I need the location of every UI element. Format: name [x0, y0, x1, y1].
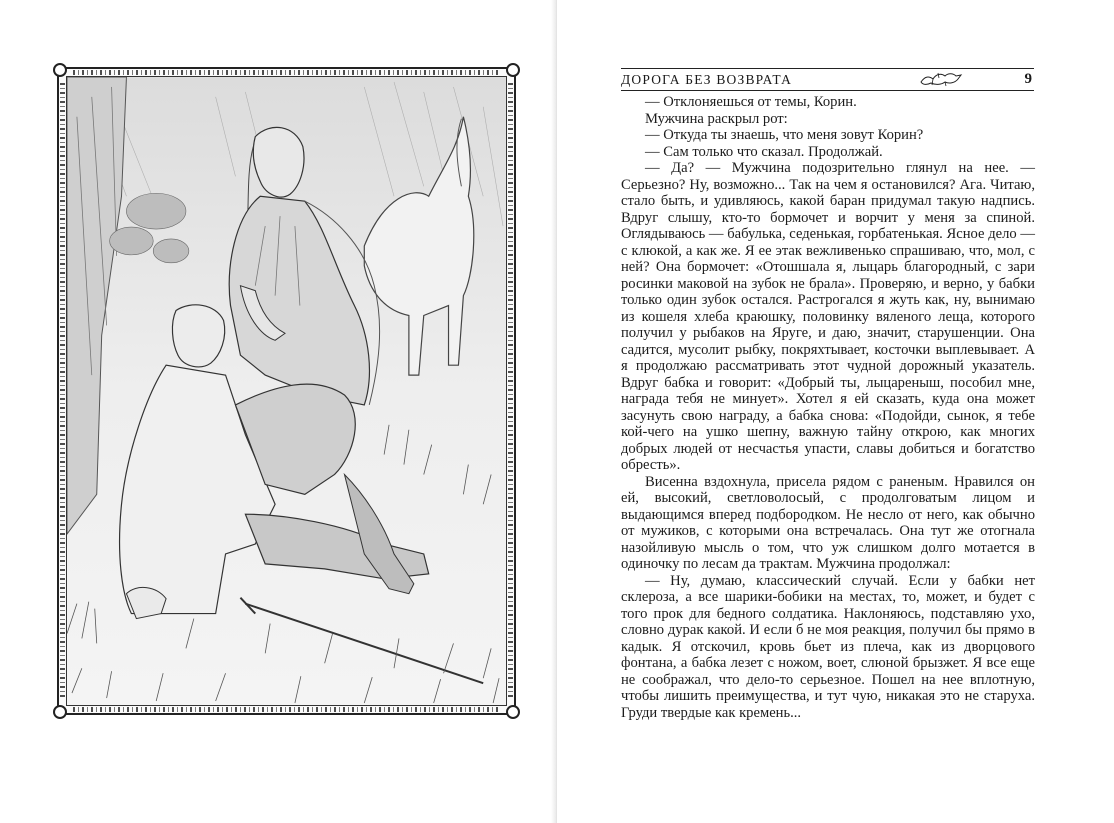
frame-corner-ornament-icon [506, 705, 520, 719]
body-text [621, 94, 1035, 721]
frame-ornament-right [508, 83, 513, 699]
running-head [621, 68, 1034, 91]
dragon-emblem-icon [919, 70, 963, 88]
header-rule [621, 68, 1034, 69]
running-title: ДОРОГА БЕЗ ВОЗВРАТА [621, 72, 793, 87]
paragraph: — Откуда ты знаешь, что меня зовут Корин? [645, 127, 924, 143]
illustration-frame [57, 67, 516, 715]
frame-corner-ornament-icon [53, 705, 67, 719]
frame-ornament-top [73, 70, 500, 75]
paragraph: — Сам только что сказал. Продолжай. [645, 143, 883, 160]
frame-corner-ornament-icon [506, 63, 520, 77]
frame-corner-ornament-icon [53, 63, 67, 77]
paragraph: — Ну, думаю, классический случай. Если у бабки нет склероза, а все шарики-бобики на местах, то, может, и будет с того прок для бедного солдатика. Наклоняюсь, подставляю ухо, словно дурак какой. И если б не моя реакция, получил бы прямо в кадык. Я отскочил, кровь бьет из плеча, как из дворцового фонтана, а бабка лезет с ножом, воет, слюной брызжет. Я все еще не соображал, что дело-то серьезное. Пошел на нее вплотную, чтобы лишить преимущества, и тут чую, никакая это не старуха. Груди твердые как кремень... [621, 572, 1035, 721]
illustration [66, 76, 507, 706]
paragraph: Висенна вздохнула, присела рядом с раненым. Нравился он ей, высокий, светловолосый, с продолговатым лицом и выдающимся вперед подбородком. Не несло от него, как обычно от мужиков, с которыми она встречалась. Она тут же отогнала назойливую мысль о том, что уж слишком долго мотается в одиночку по лесам да трактам. Мужчина продолжал: [621, 473, 1035, 572]
paragraph: — Да? — Мужчина подозрительно глянул на нее. — Серьезно? Ну, возможно... Так на чем я остановился? Ага. Читаю, стало быть, и удивляюсь, какой баран придумал такую надпись. Вдруг слышу, кто-то бормочет и ворчит у меня за спиной. Оглядываюсь — бабулька, седенькая, горбатенькая. Ясное дело — с клюкой, а как же. Я ее этак вежливенько спрашиваю, что, мол, с ней? Она бормочет: «Отошшала я, лыцарь благородный, с зари росинки маковой на зубок не брала». Проверяю, и верно, у бабки только один зубок остался. Растрогался я жуть как, ну, вынимаю из кошеля хлеба краюшку, половинку вяленого леща, которого получил у рыбаков на Яруге, и даю, значит, старушенции. Она садится, мусолит рыбку, покряхтывает, косточки выплевывает. А я продолжаю рассматривать этот чудной дорожный указатель. Вдруг бабка и говорит: «Добрый ты, лыцареныш, пособил мне, награда тебя не минует». Хотел я ей сказать, куда она может засунуть свою награду, а бабка снова: «Подойди, сынок, я тебе кой-чего на ушко шепну, важную тайну открою, как многих добрых людей от несчастья упасти, славы добиться и богатство обресть». [621, 160, 1035, 473]
page-number: 9 [1024, 71, 1032, 87]
frame-ornament-bottom [73, 707, 500, 712]
paragraph: — Отклоняешься от темы, Корин. [645, 94, 857, 110]
illustration-icon [67, 77, 506, 705]
frame-ornament-left [60, 83, 65, 699]
paragraph: Мужчина раскрыл рот: [645, 110, 788, 127]
